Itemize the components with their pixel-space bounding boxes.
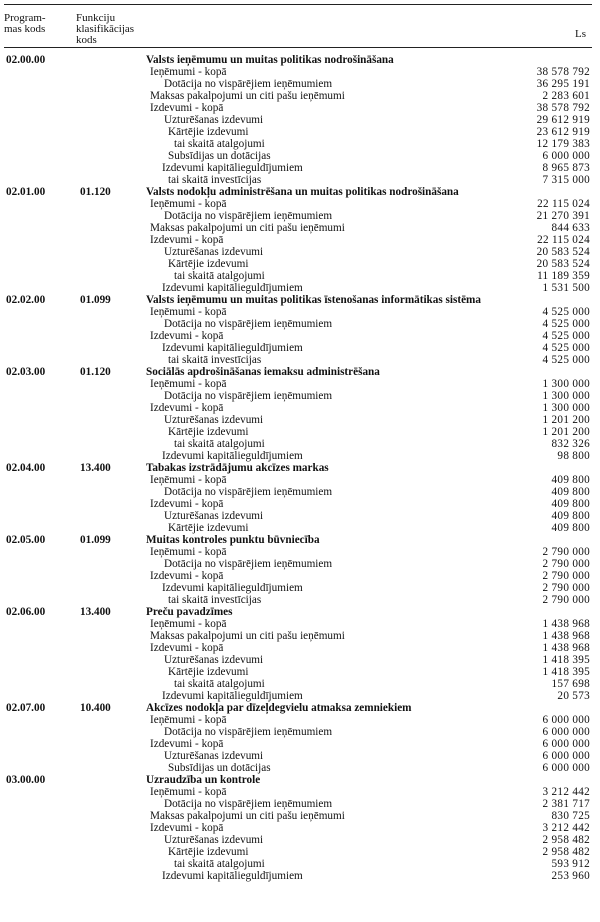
row-label: Kārtējie izdevumi <box>168 666 249 678</box>
table-row <box>4 342 592 354</box>
row-label: Dotācija no vispārējiem ieņēmumiem <box>164 558 333 570</box>
table-row <box>4 714 592 726</box>
section-header <box>4 702 592 714</box>
row-label: Ieņēmumi - kopā <box>150 306 227 318</box>
row-value: 409 800 <box>551 498 590 510</box>
row-value: 157 698 <box>551 678 590 690</box>
row-value: 1 300 000 <box>542 378 590 390</box>
row-label: tai skaitā investīcijas <box>168 174 262 186</box>
row-value: 6 000 000 <box>542 726 590 738</box>
table-row <box>4 426 592 438</box>
table-row <box>4 594 592 606</box>
row-value: 2 790 000 <box>542 570 590 582</box>
row-label: Kārtējie izdevumi <box>168 126 249 138</box>
row-value: 4 525 000 <box>542 330 590 342</box>
table-row <box>4 558 592 570</box>
row-value: 8 965 873 <box>542 162 590 174</box>
row-label: Izdevumi kapitālieguldījumiem <box>162 450 303 462</box>
row-value: 1 531 500 <box>542 282 590 294</box>
function-code: 01.099 <box>80 534 111 546</box>
table-row <box>4 414 592 426</box>
row-value: 2 283 601 <box>542 90 590 102</box>
row-value: 3 212 442 <box>542 786 590 798</box>
row-value: 20 573 <box>557 690 590 702</box>
table-header <box>4 7 592 48</box>
row-label: Izdevumi - kopā <box>150 570 224 582</box>
table-row <box>4 738 592 750</box>
row-value: 2 958 482 <box>542 834 590 846</box>
section-title: Preču pavadzīmes <box>146 606 233 618</box>
function-code: 13.400 <box>80 462 111 474</box>
section-header <box>4 366 592 378</box>
row-label: Ieņēmumi - kopā <box>150 786 227 798</box>
section-header <box>4 294 592 306</box>
table-row <box>4 834 592 846</box>
program-code: 02.00.00 <box>6 54 46 66</box>
row-label: Subsīdijas un dotācijas <box>168 762 271 774</box>
table-row <box>4 522 592 534</box>
row-value: 3 212 442 <box>542 822 590 834</box>
row-value: 593 912 <box>551 858 590 870</box>
row-value: 4 525 000 <box>542 354 590 366</box>
table-row <box>4 438 592 450</box>
table-row <box>4 174 592 186</box>
row-value: 12 179 383 <box>536 138 590 150</box>
table-row <box>4 150 592 162</box>
table-row <box>4 246 592 258</box>
table-row <box>4 138 592 150</box>
row-label: Ieņēmumi - kopā <box>150 198 227 210</box>
row-label: Izdevumi - kopā <box>150 642 224 654</box>
header-program-code: Program- mas kods <box>4 12 46 35</box>
row-label: Ieņēmumi - kopā <box>150 546 227 558</box>
row-value: 21 270 391 <box>536 210 590 222</box>
table-row <box>4 822 592 834</box>
row-value: 23 612 919 <box>536 126 590 138</box>
row-value: 2 790 000 <box>542 594 590 606</box>
row-label: Izdevumi kapitālieguldījumiem <box>162 342 303 354</box>
row-label: tai skaitā atalgojumi <box>174 138 265 150</box>
table-body <box>4 54 592 882</box>
section-header <box>4 606 592 618</box>
table-row <box>4 498 592 510</box>
row-value: 22 115 024 <box>537 198 590 210</box>
row-value: 11 189 359 <box>537 270 590 282</box>
section-header <box>4 774 592 786</box>
row-label: Izdevumi - kopā <box>150 738 224 750</box>
row-value: 38 578 792 <box>536 102 590 114</box>
row-label: Dotācija no vispārējiem ieņēmumiem <box>164 486 333 498</box>
row-label: Izdevumi - kopā <box>150 330 224 342</box>
table-row <box>4 222 592 234</box>
table-row <box>4 78 592 90</box>
function-code: 01.120 <box>80 186 111 198</box>
table-row <box>4 90 592 102</box>
program-code: 02.02.00 <box>6 294 46 306</box>
section-title: Uzraudzība un kontrole <box>146 774 261 786</box>
section-title: Valsts ieņēmumu un muitas politikas īstenošanas informātikas sistēma <box>146 294 481 306</box>
row-label: Ieņēmumi - kopā <box>150 66 227 78</box>
row-label: Izdevumi kapitālieguldījumiem <box>162 282 303 294</box>
row-label: Ieņēmumi - kopā <box>150 618 227 630</box>
row-label: Izdevumi kapitālieguldījumiem <box>162 870 303 882</box>
row-value: 844 633 <box>551 222 590 234</box>
row-label: Dotācija no vispārējiem ieņēmumiem <box>164 210 333 222</box>
row-label: Uzturēšanas izdevumi <box>164 750 264 762</box>
function-code: 01.099 <box>80 294 111 306</box>
table-row <box>4 690 592 702</box>
row-value: 6 000 000 <box>542 738 590 750</box>
program-code: 02.04.00 <box>6 462 46 474</box>
table-row <box>4 282 592 294</box>
table-row <box>4 786 592 798</box>
row-label: Maksas pakalpojumi un citi pašu ieņēmumi <box>150 630 345 642</box>
row-label: Kārtējie izdevumi <box>168 426 249 438</box>
table-row <box>4 582 592 594</box>
table-row <box>4 762 592 774</box>
row-value: 2 958 482 <box>542 846 590 858</box>
table-row <box>4 642 592 654</box>
table-row <box>4 450 592 462</box>
row-value: 2 790 000 <box>542 546 590 558</box>
table-row <box>4 666 592 678</box>
row-value: 2 790 000 <box>542 558 590 570</box>
row-value: 29 612 919 <box>536 114 590 126</box>
row-label: Uzturēšanas izdevumi <box>164 114 264 126</box>
section-title: Sociālās apdrošināšanas iemaksu administrēšana <box>146 366 380 378</box>
row-label: tai skaitā investīcijas <box>168 594 262 606</box>
row-label: Maksas pakalpojumi un citi pašu ieņēmumi <box>150 222 345 234</box>
row-value: 409 800 <box>551 522 590 534</box>
table-row <box>4 654 592 666</box>
row-label: Uzturēšanas izdevumi <box>164 414 264 426</box>
row-label: tai skaitā investīcijas <box>168 354 262 366</box>
program-code: 03.00.00 <box>6 774 46 786</box>
section-header <box>4 54 592 66</box>
table-row <box>4 234 592 246</box>
row-value: 409 800 <box>551 510 590 522</box>
row-label: Dotācija no vispārējiem ieņēmumiem <box>164 798 333 810</box>
row-value: 409 800 <box>551 474 590 486</box>
row-value: 98 800 <box>557 450 590 462</box>
row-label: Ieņēmumi - kopā <box>150 378 227 390</box>
table-row <box>4 726 592 738</box>
row-value: 253 960 <box>551 870 590 882</box>
row-value: 20 583 524 <box>536 258 590 270</box>
table-row <box>4 750 592 762</box>
program-code: 02.05.00 <box>6 534 46 546</box>
table-row <box>4 270 592 282</box>
row-label: Maksas pakalpojumi un citi pašu ieņēmumi <box>150 810 345 822</box>
row-value: 409 800 <box>551 486 590 498</box>
row-value: 1 300 000 <box>542 402 590 414</box>
row-label: Izdevumi - kopā <box>150 234 224 246</box>
table-row <box>4 678 592 690</box>
function-code: 10.400 <box>80 702 111 714</box>
row-label: Dotācija no vispārējiem ieņēmumiem <box>164 78 333 90</box>
table-row <box>4 486 592 498</box>
function-code: 13.400 <box>80 606 111 618</box>
row-value: 830 725 <box>551 810 590 822</box>
row-value: 7 315 000 <box>542 174 590 186</box>
table-row <box>4 210 592 222</box>
table-row <box>4 810 592 822</box>
table-row <box>4 126 592 138</box>
row-label: Izdevumi - kopā <box>150 402 224 414</box>
table-row <box>4 330 592 342</box>
row-value: 4 525 000 <box>542 306 590 318</box>
section-title: Valsts nodokļu administrēšana un muitas politikas nodrošināšana <box>146 186 459 198</box>
row-value: 6 000 000 <box>542 750 590 762</box>
table-row <box>4 378 592 390</box>
row-value: 2 790 000 <box>542 582 590 594</box>
row-label: Kārtējie izdevumi <box>168 522 249 534</box>
row-value: 4 525 000 <box>542 318 590 330</box>
row-value: 1 300 000 <box>542 390 590 402</box>
row-label: Izdevumi kapitālieguldījumiem <box>162 690 303 702</box>
program-code: 02.06.00 <box>6 606 46 618</box>
row-label: Kārtējie izdevumi <box>168 846 249 858</box>
row-label: Izdevumi kapitālieguldījumiem <box>162 582 303 594</box>
row-value: 22 115 024 <box>537 234 590 246</box>
row-value: 1 201 200 <box>542 426 590 438</box>
row-label: Uzturēšanas izdevumi <box>164 834 264 846</box>
row-label: tai skaitā atalgojumi <box>174 270 265 282</box>
table-row <box>4 870 592 882</box>
row-label: Dotācija no vispārējiem ieņēmumiem <box>164 390 333 402</box>
row-value: 1 418 395 <box>542 654 590 666</box>
program-code: 02.01.00 <box>6 186 46 198</box>
table-row <box>4 858 592 870</box>
row-value: 2 381 717 <box>542 798 590 810</box>
table-row <box>4 402 592 414</box>
row-value: 6 000 000 <box>542 714 590 726</box>
function-code: 01.120 <box>80 366 111 378</box>
row-label: Izdevumi - kopā <box>150 498 224 510</box>
section-header <box>4 534 592 546</box>
row-label: Uzturēšanas izdevumi <box>164 246 264 258</box>
row-value: 1 201 200 <box>542 414 590 426</box>
row-label: Uzturēšanas izdevumi <box>164 510 264 522</box>
row-value: 4 525 000 <box>542 342 590 354</box>
row-label: Subsīdijas un dotācijas <box>168 150 271 162</box>
row-label: Dotācija no vispārējiem ieņēmumiem <box>164 726 333 738</box>
program-code: 02.03.00 <box>6 366 46 378</box>
table-row <box>4 354 592 366</box>
table-row <box>4 114 592 126</box>
header-function-code: Funkciju klasifikācijas kods <box>76 12 135 46</box>
section-title: Tabakas izstrādājumu akcīzes markas <box>146 462 329 474</box>
row-label: tai skaitā atalgojumi <box>174 858 265 870</box>
budget-table-page <box>4 4 592 882</box>
table-row <box>4 630 592 642</box>
section-title: Valsts ieņēmumu un muitas politikas nodrošināšana <box>146 54 394 66</box>
table-row <box>4 162 592 174</box>
table-row <box>4 510 592 522</box>
header-currency: Ls <box>575 28 586 40</box>
table-row <box>4 570 592 582</box>
row-label: Izdevumi kapitālieguldījumiem <box>162 162 303 174</box>
top-rule <box>4 4 592 5</box>
section-header <box>4 186 592 198</box>
table-row <box>4 306 592 318</box>
table-row <box>4 474 592 486</box>
row-label: tai skaitā atalgojumi <box>174 678 265 690</box>
row-label: Izdevumi - kopā <box>150 102 224 114</box>
table-row <box>4 258 592 270</box>
row-label: Uzturēšanas izdevumi <box>164 654 264 666</box>
row-label: Ieņēmumi - kopā <box>150 474 227 486</box>
row-label: tai skaitā atalgojumi <box>174 438 265 450</box>
table-row <box>4 846 592 858</box>
row-value: 1 438 968 <box>542 618 590 630</box>
table-row <box>4 318 592 330</box>
table-row <box>4 390 592 402</box>
row-value: 38 578 792 <box>536 66 590 78</box>
row-label: Ieņēmumi - kopā <box>150 714 227 726</box>
table-row <box>4 198 592 210</box>
row-value: 36 295 191 <box>536 78 590 90</box>
row-label: Kārtējie izdevumi <box>168 258 249 270</box>
table-row <box>4 102 592 114</box>
table-row <box>4 546 592 558</box>
row-label: Dotācija no vispārējiem ieņēmumiem <box>164 318 333 330</box>
table-row <box>4 618 592 630</box>
row-value: 6 000 000 <box>542 762 590 774</box>
section-header <box>4 462 592 474</box>
table-row <box>4 66 592 78</box>
section-title: Akcīzes nodokļa par dīzeļdegvielu atmaksa zemniekiem <box>146 702 412 714</box>
row-label: Maksas pakalpojumi un citi pašu ieņēmumi <box>150 90 345 102</box>
row-value: 1 438 968 <box>542 642 590 654</box>
program-code: 02.07.00 <box>6 702 46 714</box>
row-value: 20 583 524 <box>536 246 590 258</box>
table-row <box>4 798 592 810</box>
row-label: Izdevumi - kopā <box>150 822 224 834</box>
row-value: 1 418 395 <box>542 666 590 678</box>
row-value: 6 000 000 <box>542 150 590 162</box>
row-value: 1 438 968 <box>542 630 590 642</box>
row-value: 832 326 <box>551 438 590 450</box>
section-title: Muitas kontroles punktu būvniecība <box>146 534 320 546</box>
